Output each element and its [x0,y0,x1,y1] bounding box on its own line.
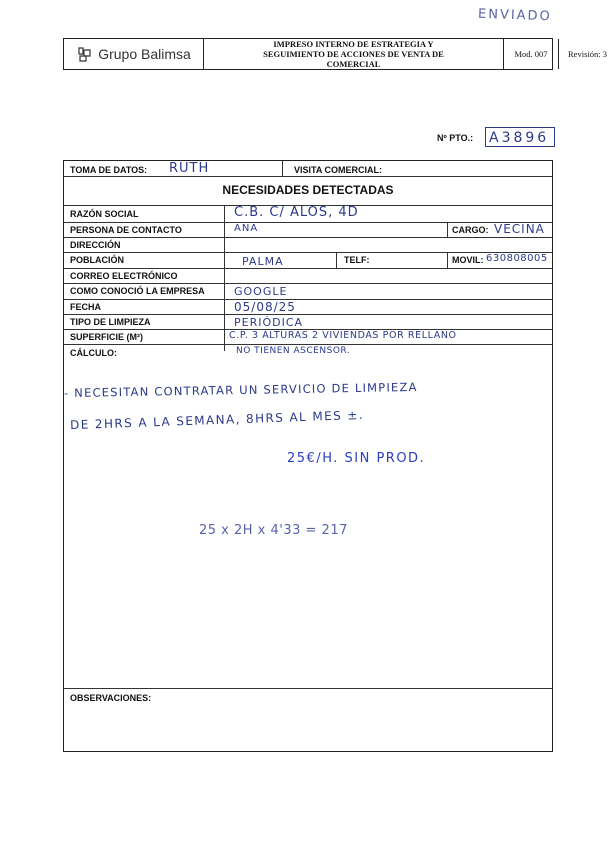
toma-label: TOMA DE DATOS: [70,165,148,175]
model-number: Mod. 007 [504,39,559,69]
calculo-line-1: - NECESITAN CONTRATAR UN SERVICIO DE LIMPIEZA [63,379,418,401]
divider [64,299,552,300]
razon-social-value: C.B. C/ ALOS, 4D [234,205,359,220]
direccion-label: DIRECCIÓN [70,240,121,250]
superficie-label: SUPERFICIE (M²) [70,332,143,342]
contacto-value: ANA [234,223,259,234]
divider [64,222,552,223]
divider [282,161,283,176]
visita-label: VISITA COMERCIAL: [294,165,382,175]
superficie-value: C.P. 3 ALTURAS 2 VIVIENDAS POR RELLANO [229,330,457,341]
divider [64,268,552,269]
divider [447,222,448,237]
balimsa-logo-icon [76,45,94,63]
como-conocio-label: COMO CONOCIÓ LA EMPRESA [70,286,205,296]
revision-number: Revisión: 3 [568,49,607,59]
section-title: NECESIDADES DETECTADAS [222,183,394,197]
poblacion-value: PALMA [242,255,284,268]
telf-label: TELF: [344,255,370,265]
divider [64,176,552,177]
movil-label: MOVIL: [452,255,484,265]
divider [64,344,552,345]
toma-value: RUTH [169,161,210,176]
movil-value: 630808005 [486,253,548,264]
company-name: Grupo Balimsa [98,46,191,62]
enviado-stamp: ENVIADO [477,6,553,25]
como-conocio-value: GOOGLE [234,285,288,298]
tipo-limpieza-label: TIPO DE LIMPIEZA [70,317,151,327]
calculo-price: 25€/H. SIN PROD. [287,451,426,466]
cargo-value: VECINA [494,222,545,236]
superficie-note: NO TIENEN ASCENSOR. [236,346,351,356]
fecha-value: 05/08/25 [234,300,296,314]
tipo-limpieza-value: PERIÓDICA [234,316,304,329]
cargo-label: CARGO: [452,225,489,235]
divider [64,688,552,689]
razon-social-label: RAZÓN SOCIAL [70,209,139,219]
document-header [63,38,607,70]
calculo-formula: 25 x 2H x 4'33 = 217 [199,523,348,538]
calculo-line-2: DE 2HRS A LA SEMANA, 8HRS AL MES ±. [69,407,365,433]
contacto-label: PERSONA DE CONTACTO [70,225,182,235]
title-line-1: IMPRESO INTERNO DE ESTRATEGIA Y [273,39,434,49]
form-box [63,160,553,752]
calculo-label: CÁLCULO: [70,348,117,358]
fecha-label: FECHA [70,302,101,312]
pto-label: Nº PTO.: [437,133,474,143]
title-line-3: COMERCIAL [326,59,381,69]
divider [64,252,552,253]
observaciones-label: OBSERVACIONES: [70,693,152,703]
title-line-2: SEGUIMIENTO DE ACCIONES DE VENTA DE [263,49,444,59]
divider [64,237,552,238]
company-logo [64,39,204,69]
correo-label: CORREO ELECTRÓNICO [70,271,178,281]
document-title [204,39,504,69]
divider [336,252,337,268]
divider [64,283,552,284]
poblacion-label: POBLACIÓN [70,255,124,265]
divider [64,314,552,315]
divider [447,252,448,268]
pto-value: A3896 [485,127,555,147]
